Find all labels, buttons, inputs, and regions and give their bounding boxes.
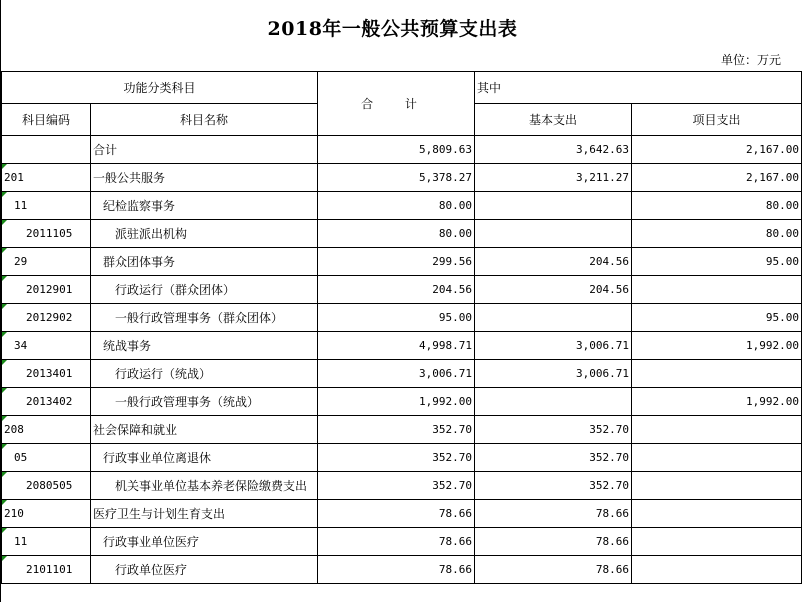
cell-total[interactable]: 5,378.27	[318, 164, 475, 192]
cell-code[interactable]: 2013401	[2, 360, 91, 388]
cell-total[interactable]: 4,998.71	[318, 332, 475, 360]
table-row	[2, 276, 802, 304]
table-row	[2, 360, 802, 388]
table-row	[2, 304, 802, 332]
cell-name[interactable]: 派驻派出机构	[91, 220, 318, 248]
cell-project[interactable]: 95.00	[632, 248, 802, 276]
cell-code[interactable]: 208	[2, 416, 91, 444]
cell-project[interactable]	[632, 556, 802, 584]
cell-basic[interactable]: 78.66	[475, 556, 632, 584]
header-name[interactable]: 科目名称	[91, 104, 318, 136]
table-row	[2, 332, 802, 360]
cell-basic[interactable]	[475, 192, 632, 220]
header-total-label: 合 计	[361, 97, 431, 111]
cell-code[interactable]	[2, 136, 91, 164]
cell-project[interactable]	[632, 360, 802, 388]
cell-name[interactable]: 行政事业单位医疗	[91, 528, 318, 556]
cell-code[interactable]: 2011105	[2, 220, 91, 248]
cell-project[interactable]: 2,167.00	[632, 164, 802, 192]
cell-total[interactable]: 78.66	[318, 528, 475, 556]
cell-name[interactable]: 社会保障和就业	[91, 416, 318, 444]
cell-name[interactable]: 行政运行（统战）	[91, 360, 318, 388]
cell-code[interactable]: 11	[2, 192, 91, 220]
header-total[interactable]	[318, 72, 475, 136]
unit-label: 单位：万元	[720, 53, 781, 67]
cell-total[interactable]: 352.70	[318, 472, 475, 500]
cell-total[interactable]: 352.70	[318, 444, 475, 472]
cell-project[interactable]: 1,992.00	[632, 332, 802, 360]
cell-project[interactable]: 95.00	[632, 304, 802, 332]
cell-code[interactable]: 2012902	[2, 304, 91, 332]
cell-total[interactable]: 1,992.00	[318, 388, 475, 416]
cell-total[interactable]: 299.56	[318, 248, 475, 276]
cell-code[interactable]: 2013402	[2, 388, 91, 416]
budget-table	[1, 71, 802, 584]
table-row	[2, 416, 802, 444]
cell-name[interactable]: 纪检监察事务	[91, 192, 318, 220]
cell-name[interactable]: 机关事业单位基本养老保险缴费支出	[91, 472, 318, 500]
cell-basic[interactable]: 204.56	[475, 248, 632, 276]
cell-total[interactable]: 78.66	[318, 500, 475, 528]
cell-total[interactable]: 204.56	[318, 276, 475, 304]
cell-name[interactable]: 医疗卫生与计划生育支出	[91, 500, 318, 528]
cell-code[interactable]: 11	[2, 528, 91, 556]
header-basic[interactable]: 基本支出	[475, 104, 632, 136]
cell-basic[interactable]	[475, 388, 632, 416]
cell-code[interactable]: 201	[2, 164, 91, 192]
cell-basic[interactable]: 3,006.71	[475, 360, 632, 388]
cell-basic[interactable]: 352.70	[475, 472, 632, 500]
table-row	[2, 248, 802, 276]
cell-project[interactable]	[632, 276, 802, 304]
table-row	[2, 220, 802, 248]
cell-name[interactable]: 一般行政管理事务（统战）	[91, 388, 318, 416]
table-row	[2, 556, 802, 584]
table-row	[2, 444, 802, 472]
cell-name[interactable]: 行政运行（群众团体）	[91, 276, 318, 304]
cell-basic[interactable]: 204.56	[475, 276, 632, 304]
cell-project[interactable]	[632, 528, 802, 556]
cell-name[interactable]: 行政事业单位离退休	[91, 444, 318, 472]
cell-code[interactable]: 29	[2, 248, 91, 276]
header-among[interactable]: 其中	[475, 72, 802, 104]
table-row	[2, 164, 802, 192]
cell-total[interactable]: 78.66	[318, 556, 475, 584]
cell-name[interactable]: 一般公共服务	[91, 164, 318, 192]
cell-basic[interactable]: 78.66	[475, 528, 632, 556]
cell-project[interactable]: 2,167.00	[632, 136, 802, 164]
cell-basic[interactable]	[475, 220, 632, 248]
cell-project[interactable]: 1,992.00	[632, 388, 802, 416]
cell-total[interactable]: 352.70	[318, 416, 475, 444]
cell-name[interactable]: 统战事务	[91, 332, 318, 360]
cell-basic[interactable]: 3,006.71	[475, 332, 632, 360]
cell-code[interactable]: 05	[2, 444, 91, 472]
table-row	[2, 192, 802, 220]
cell-basic[interactable]	[475, 304, 632, 332]
cell-project[interactable]	[632, 472, 802, 500]
table-row	[2, 472, 802, 500]
cell-project[interactable]	[632, 444, 802, 472]
page-title: 2018年一般公共预算支出表	[267, 18, 518, 40]
cell-code[interactable]: 2101101	[2, 556, 91, 584]
cell-basic[interactable]: 3,642.63	[475, 136, 632, 164]
table-row	[2, 136, 802, 164]
cell-project[interactable]: 80.00	[632, 192, 802, 220]
header-project[interactable]: 项目支出	[632, 104, 802, 136]
table-row	[2, 528, 802, 556]
cell-name[interactable]: 合计	[91, 136, 318, 164]
header-code[interactable]: 科目编码	[2, 104, 91, 136]
cell-total[interactable]: 3,006.71	[318, 360, 475, 388]
cell-basic[interactable]: 352.70	[475, 416, 632, 444]
cell-total[interactable]: 95.00	[318, 304, 475, 332]
cell-name[interactable]: 行政单位医疗	[91, 556, 318, 584]
cell-code[interactable]: 2012901	[2, 276, 91, 304]
cell-basic[interactable]: 78.66	[475, 500, 632, 528]
cell-total[interactable]: 5,809.63	[318, 136, 475, 164]
cell-name[interactable]: 群众团体事务	[91, 248, 318, 276]
header-row-1	[2, 72, 802, 104]
cell-code[interactable]: 34	[2, 332, 91, 360]
table-row	[2, 388, 802, 416]
table-row	[2, 500, 802, 528]
cell-code[interactable]: 2080505	[2, 472, 91, 500]
cell-basic[interactable]: 352.70	[475, 444, 632, 472]
header-functional[interactable]: 功能分类科目	[2, 72, 318, 104]
cell-project[interactable]: 80.00	[632, 220, 802, 248]
cell-total[interactable]: 80.00	[318, 192, 475, 220]
cell-code[interactable]: 210	[2, 500, 91, 528]
cell-project[interactable]	[632, 416, 802, 444]
cell-total[interactable]: 80.00	[318, 220, 475, 248]
cell-basic[interactable]: 3,211.27	[475, 164, 632, 192]
cell-project[interactable]	[632, 500, 802, 528]
cell-name[interactable]: 一般行政管理事务（群众团体）	[91, 304, 318, 332]
